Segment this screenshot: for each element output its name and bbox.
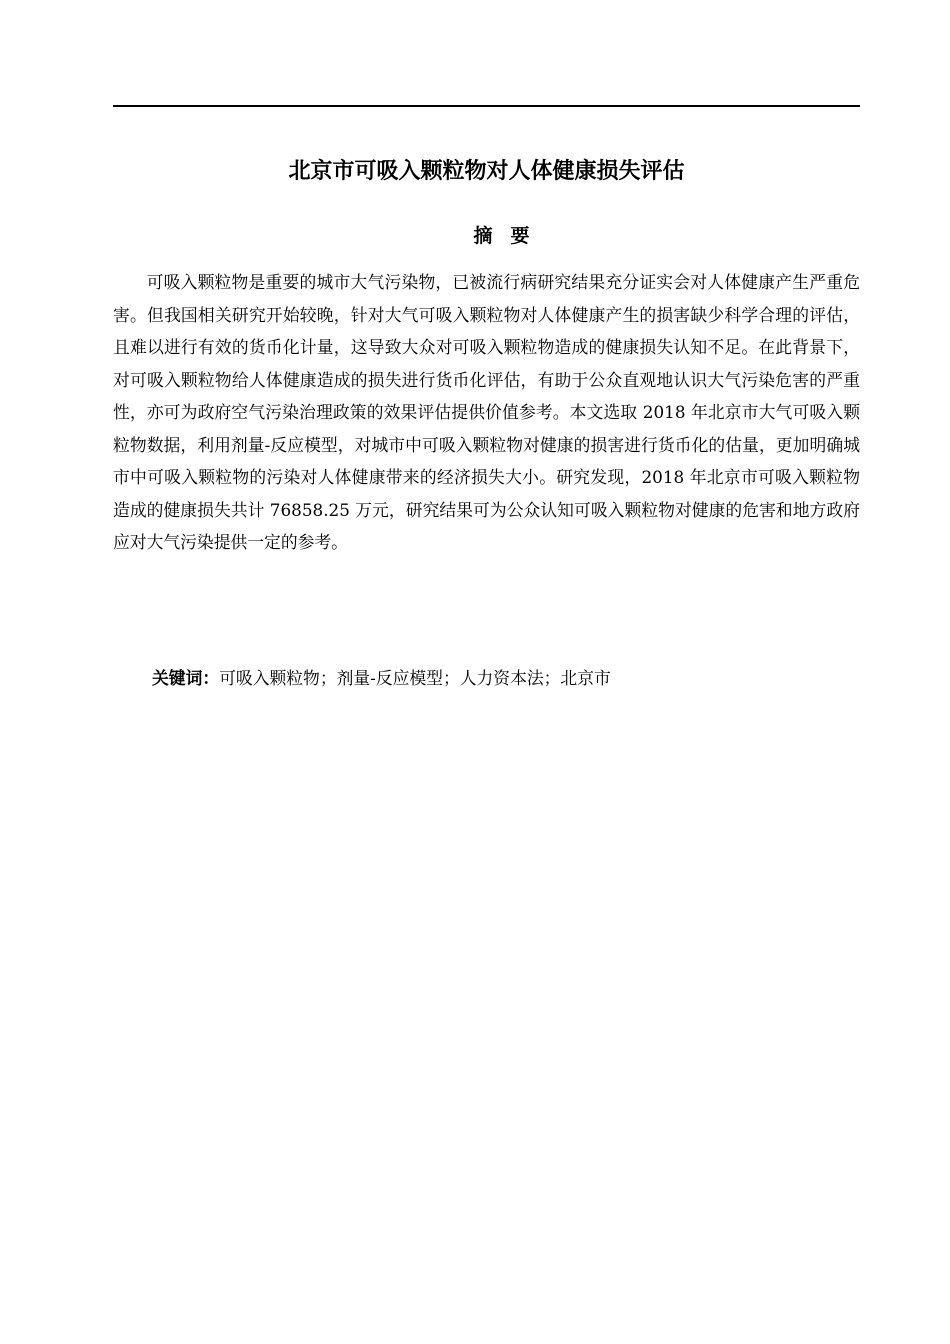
abstract-body: 可吸入颗粒物是重要的城市大气污染物，已被流行病研究结果充分证实会对人体健康产生严重危害。但我国相关研究开始较晚，针对大气可吸入颗粒物对人体健康产生的损害缺少科学合理的评估，且难以进行有效的货币化计量，这导致大众对可吸入颗粒物造成的健康损失认知不足。在此背景下，对可吸入颗粒物给人体健康造成的损失进行货币化评估，有助于公众直观地认识大气污染危害的严重性，亦可为政府空气污染治理政策的效果评估提供价值参考。本文选取 2018 年北京市大气可吸入颗粒物数据，利用剂量-反应模型，对城市中可吸入颗粒物对健康的损害进行货币化的估量，更加明确城市中可吸入颗粒物的污染对人体健康带来的经济损失大小。研究发现，2018 年北京市可吸入颗粒物造成的健康损失共计 76858.25 万元，研究结果可为公众认知可吸入颗粒物对健康的危害和地方政府应对大气污染提供一定的参考。 bbox=[113, 272, 860, 552]
header-rule bbox=[113, 105, 860, 107]
keywords-text: 可吸入颗粒物；剂量-反应模型；人力资本法；北京市 bbox=[219, 668, 611, 688]
keywords-line bbox=[152, 664, 860, 692]
paper-title: 北京市可吸入颗粒物对人体健康损失评估 bbox=[288, 159, 685, 184]
abstract-heading: 摘要 bbox=[473, 225, 548, 247]
keywords-label: 关键词： bbox=[152, 668, 220, 688]
